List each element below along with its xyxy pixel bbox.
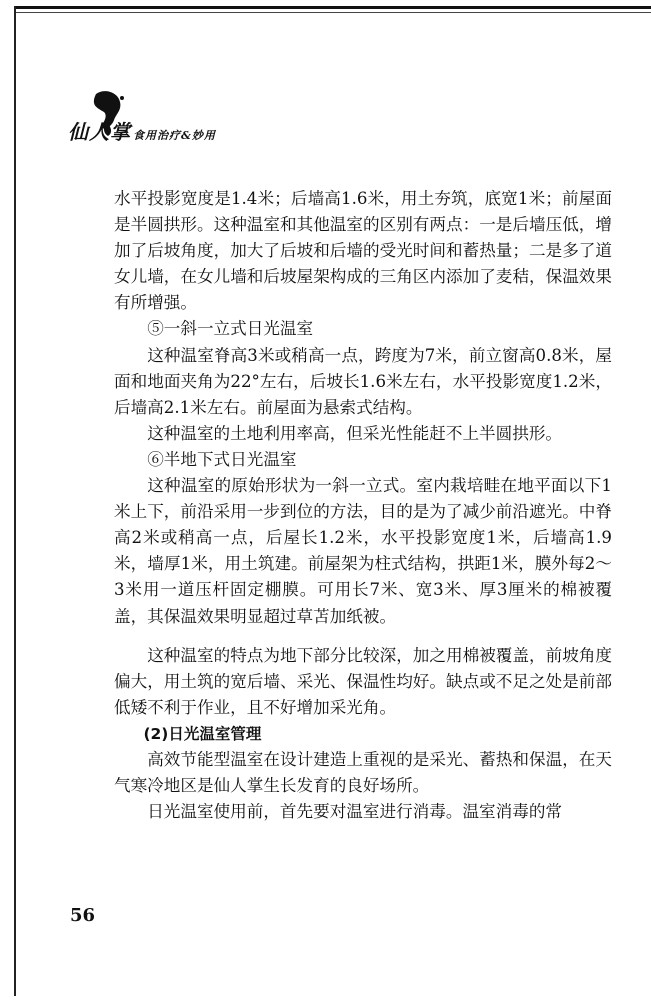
book-title-main: 仙人掌 [68, 120, 131, 144]
paragraph-gap [114, 630, 612, 643]
running-header-logo [40, 90, 240, 160]
left-page-border [14, 6, 16, 996]
section-heading-5: ⑤一斜一立式日光温室 [147, 319, 314, 339]
paragraph-6a: 这种温室的原始形状为一斜一立式。室内栽培畦在地平面以下1米上下，前沿采用一步到位的方法，目的是为了减少前沿遮光。中脊高2米或稍高一点，后屋长1.2米，水平投影宽度1米，后墙高1.9米，墙厚1米，用土筑建。前屋架为柱式结构，拱距1米，膜外每2～3米用一道压杆固定棚膜。可用长7米、宽3米、厚3厘米的棉被覆盖，其保温效果明显超过草苫加纸被。 [114, 476, 612, 626]
paragraph-5b: 这种温室的土地利用率高，但采光性能赶不上半圆拱形。 [147, 423, 563, 443]
book-title-sub: 食用治疗&妙用 [133, 129, 216, 142]
book-title [68, 116, 216, 145]
section-heading-6: ⑥半地下式日光温室 [147, 449, 297, 469]
page-body [114, 186, 612, 825]
paragraph-intro: 水平投影宽度是1.4米；后墙高1.6米，用土夯筑，底宽1米；前屋面是半圆拱形。这种温室和其他温室的区别有两点：一是后墙压低，增加了后坡角度，加大了后坡和后墙的受光时间和蓄热量；二是多了道女儿墙，在女儿墙和后坡屋架构成的三角区内添加了麦秸，保温效果有所增强。 [114, 189, 612, 313]
top-rule-thin [14, 12, 651, 13]
paragraph-management-2: 日光温室使用前，首先要对温室进行消毒。温室消毒的常 [147, 802, 563, 822]
paragraph-management-1: 高效节能型温室在设计建造上重视的是采光、蓄热和保温，在天气寒冷地区是仙人掌生长发育的良好场所。 [114, 749, 612, 796]
paragraph-6b: 这种温室的特点为地下部分比较深，加之用棉被覆盖，前坡角度偏大，用土筑的宽后墙、采光、保温性均好。缺点或不足之处是前部低矮不利于作业，且不好增加采光角。 [114, 645, 612, 717]
section-heading-management: (2)日光温室管理 [143, 724, 262, 743]
page-number: 56 [70, 905, 96, 926]
top-rule [14, 6, 651, 9]
paragraph-5a: 这种温室脊高3米或稍高一点，跨度为7米，前立窗高0.8米，屋面和地面夹角为22°左右，后坡长1.6米左右，水平投影宽度1.2米，后墙高2.1米左右。前屋面为悬索式结构。 [114, 345, 612, 417]
